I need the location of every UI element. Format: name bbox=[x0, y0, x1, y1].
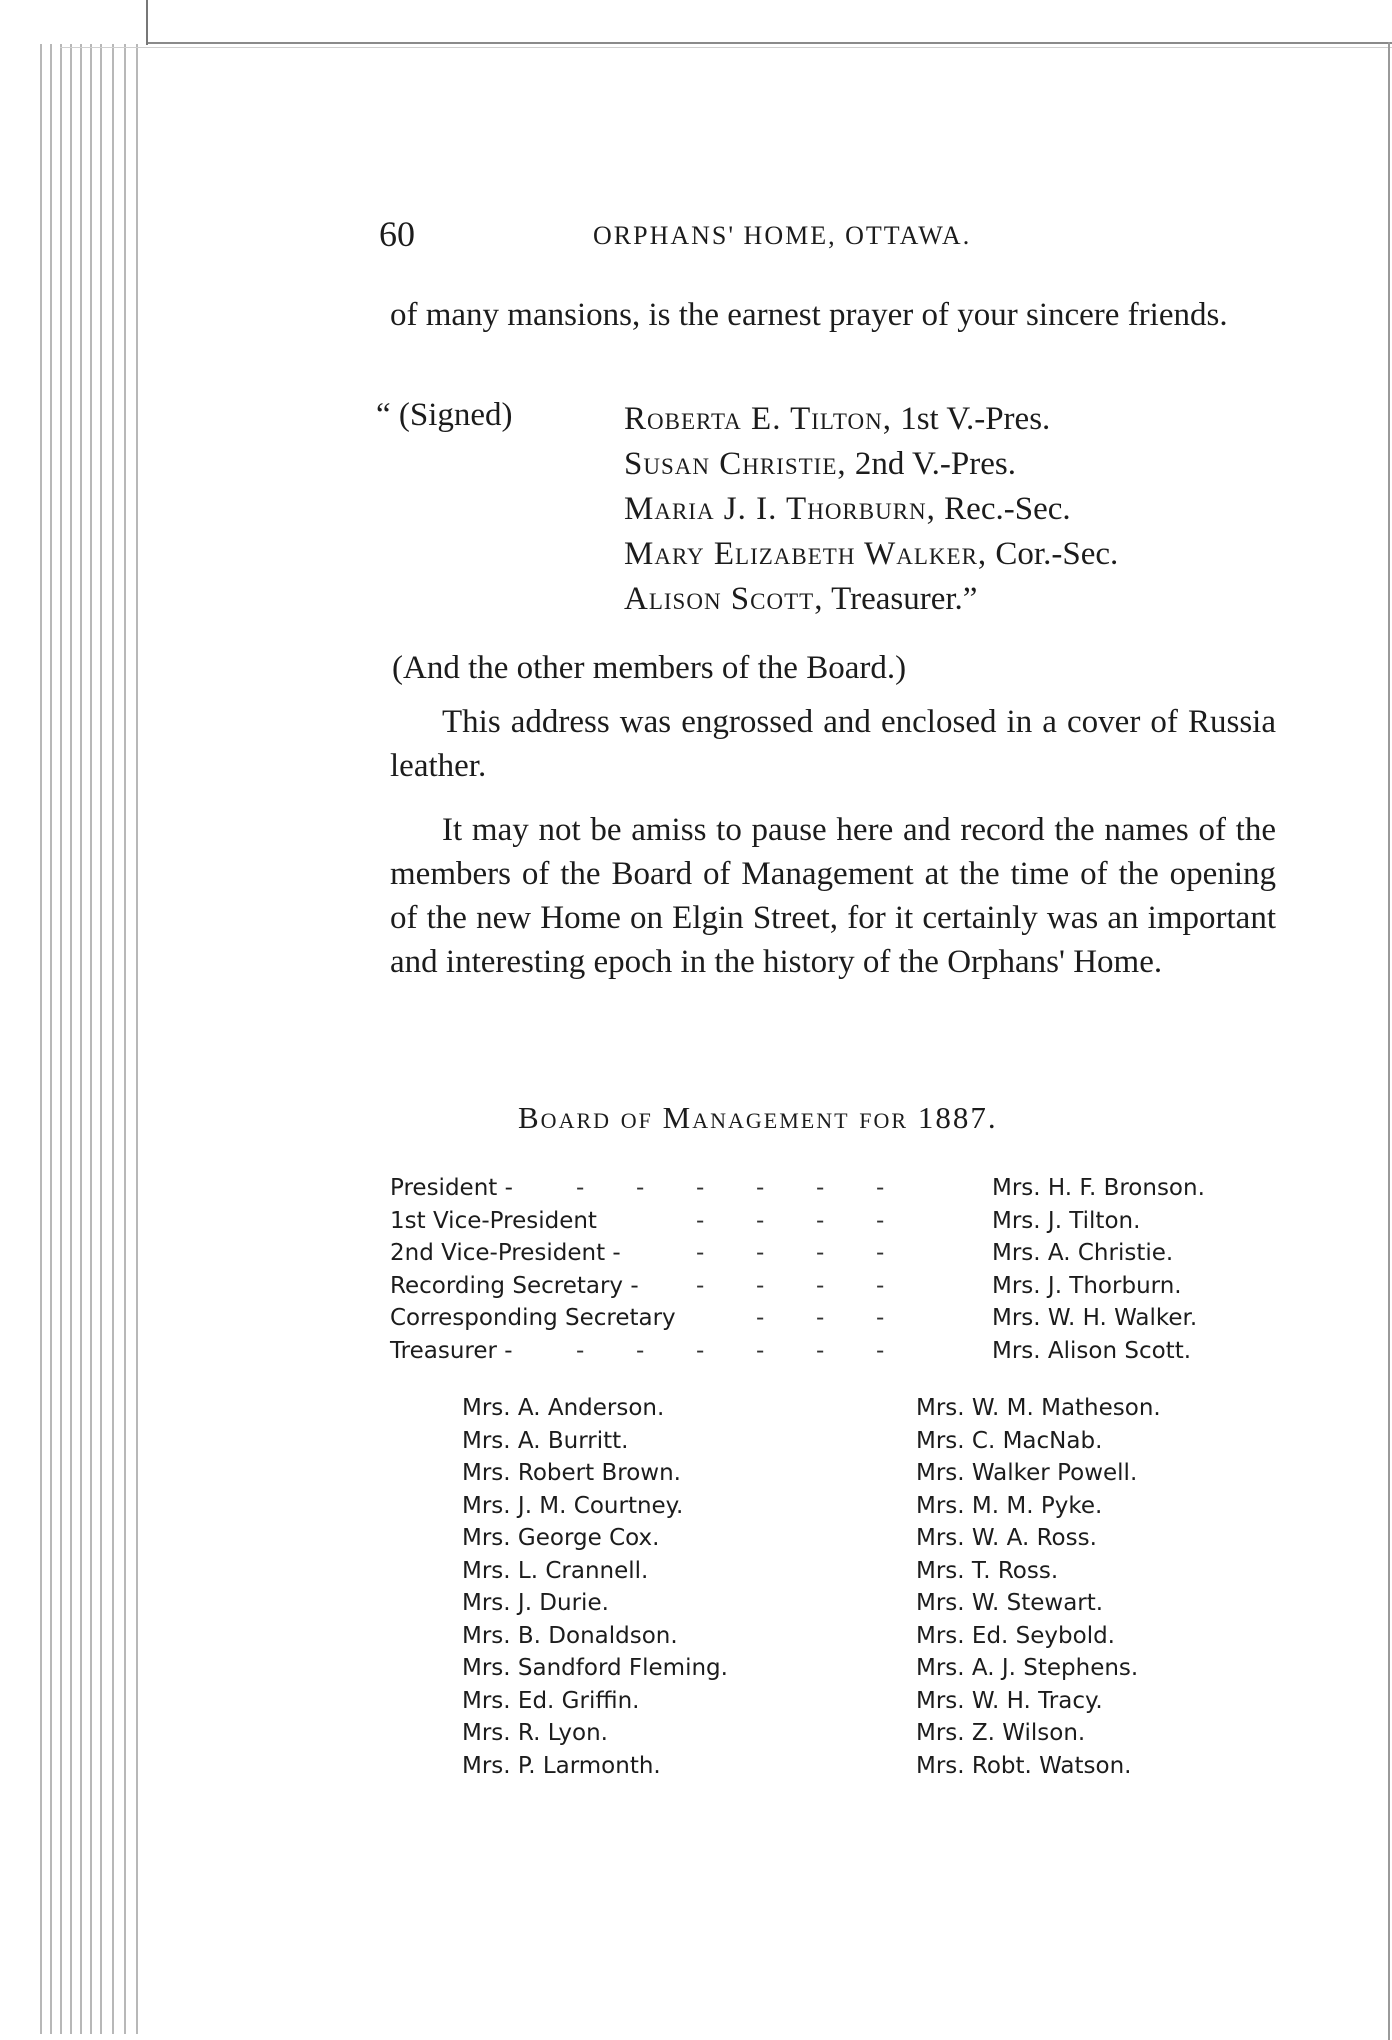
members-right-column bbox=[916, 1392, 1161, 1782]
officer-holder: Mrs. J. Tilton. bbox=[992, 1207, 1141, 1234]
member-name: Mrs. T. Ross. bbox=[916, 1557, 1059, 1584]
signatory-list bbox=[624, 397, 1118, 622]
running-head bbox=[379, 213, 1279, 263]
member-name: Mrs. Ed. Seybold. bbox=[916, 1622, 1115, 1649]
member-name: Mrs. B. Donaldson. bbox=[462, 1622, 678, 1649]
officer-row: Recording Secretary - - - - - Mrs. J. Thorburn. bbox=[390, 1270, 1290, 1303]
member-name: Mrs. George Cox. bbox=[462, 1525, 660, 1551]
member-name: Mrs. Walker Powell. bbox=[916, 1460, 1138, 1486]
member-name: Mrs. R. Lyon. bbox=[462, 1720, 608, 1746]
officers-table bbox=[390, 1172, 1290, 1367]
member-name: Mrs. W. M. Matheson. bbox=[916, 1395, 1161, 1421]
page-top-edge bbox=[148, 42, 1392, 44]
running-title: ORPHANS' HOME, OTTAWA. bbox=[593, 221, 972, 250]
officer-row: Corresponding Secretary - - - Mrs. W. H. Walker. bbox=[390, 1302, 1290, 1335]
stacked-page-edges bbox=[40, 44, 160, 2034]
officer-row: President - - - - - - - Mrs. H. F. Bronson. bbox=[390, 1172, 1290, 1205]
signatory: Roberta E. Tilton, 1st V.-Pres. bbox=[624, 401, 1051, 437]
signatory: Alison Scott, Treasurer.” bbox=[624, 581, 978, 617]
member-name: Mrs. L. Crannell. bbox=[462, 1557, 649, 1584]
member-name: Mrs. C. MacNab. bbox=[916, 1427, 1103, 1454]
officer-title: Corresponding Secretary bbox=[390, 1305, 676, 1331]
officer-holder: Mrs. H. F. Bronson. bbox=[992, 1175, 1205, 1201]
page-number: 60 bbox=[379, 214, 415, 254]
continuation-paragraph: of many mansions, is the earnest prayer of your sincere friends. bbox=[390, 297, 1228, 333]
engrossed-paragraph: This address was engrossed and enclosed in a cover of Russia leather. bbox=[390, 704, 1276, 784]
member-name: Mrs. P. Larmonth. bbox=[462, 1752, 661, 1779]
member-name: Mrs. Robert Brown. bbox=[462, 1460, 681, 1486]
officer-title: President - bbox=[390, 1175, 513, 1201]
officer-holder: Mrs. A. Christie. bbox=[992, 1240, 1174, 1266]
signatory: Maria J. I. Thorburn, Rec.-Sec. bbox=[624, 491, 1071, 527]
member-name: Mrs. Ed. Griffin. bbox=[462, 1687, 640, 1714]
officer-holder: Mrs. W. H. Walker. bbox=[992, 1305, 1198, 1331]
member-name: Mrs. W. Stewart. bbox=[916, 1590, 1104, 1616]
officer-title: Recording Secretary - bbox=[390, 1272, 639, 1299]
officer-holder: Mrs. J. Thorburn. bbox=[992, 1272, 1182, 1299]
officer-row: 1st Vice-President - - - - Mrs. J. Tilton. bbox=[390, 1205, 1290, 1238]
page-right-edge bbox=[1388, 42, 1390, 2040]
page-top-edge-shadow bbox=[60, 47, 1392, 48]
signed-lead: “ (Signed) bbox=[376, 397, 513, 433]
member-name: Mrs. J. M. Courtney. bbox=[462, 1492, 684, 1519]
officer-title: 2nd Vice-President - bbox=[390, 1240, 621, 1266]
officer-row: Treasurer - - - - - - - Mrs. Alison Scott. bbox=[390, 1335, 1290, 1368]
board-heading: Board of Management for 1887. bbox=[518, 1100, 998, 1135]
board-note: (And the other members of the Board.) bbox=[392, 650, 907, 686]
pause-paragraph: It may not be amiss to pause here and record the names of the members of the Board of Management at the time of the opening of the new Home on Elgin Street, for it certainly was an important and interesting epoch in the history of the Orphans' Home. bbox=[390, 812, 1276, 980]
member-name: Mrs. Z. Wilson. bbox=[916, 1720, 1086, 1746]
officer-title: Treasurer - bbox=[390, 1337, 513, 1364]
member-name: Mrs. M. M. Pyke. bbox=[916, 1492, 1103, 1519]
member-name: Mrs. W. H. Tracy. bbox=[916, 1687, 1103, 1714]
signatory: Mary Elizabeth Walker, Cor.-Sec. bbox=[624, 536, 1119, 572]
members-left-column bbox=[462, 1392, 728, 1782]
officer-holder: Mrs. Alison Scott. bbox=[992, 1337, 1192, 1364]
signatory: Susan Christie, 2nd V.-Pres. bbox=[624, 446, 1016, 482]
member-name: Mrs. A. Anderson. bbox=[462, 1395, 665, 1421]
officer-title: 1st Vice-President bbox=[390, 1207, 597, 1234]
member-name: Mrs. W. A. Ross. bbox=[916, 1525, 1097, 1551]
member-name: Mrs. A. Burritt. bbox=[462, 1427, 629, 1454]
page-corner-edge bbox=[146, 0, 148, 45]
member-name: Mrs. A. J. Stephens. bbox=[916, 1655, 1139, 1681]
officer-row: 2nd Vice-President - - - - - Mrs. A. Christie. bbox=[390, 1237, 1290, 1270]
member-name: Mrs. J. Durie. bbox=[462, 1590, 609, 1616]
member-name: Mrs. Robt. Watson. bbox=[916, 1752, 1132, 1779]
member-name: Mrs. Sandford Fleming. bbox=[462, 1655, 728, 1681]
